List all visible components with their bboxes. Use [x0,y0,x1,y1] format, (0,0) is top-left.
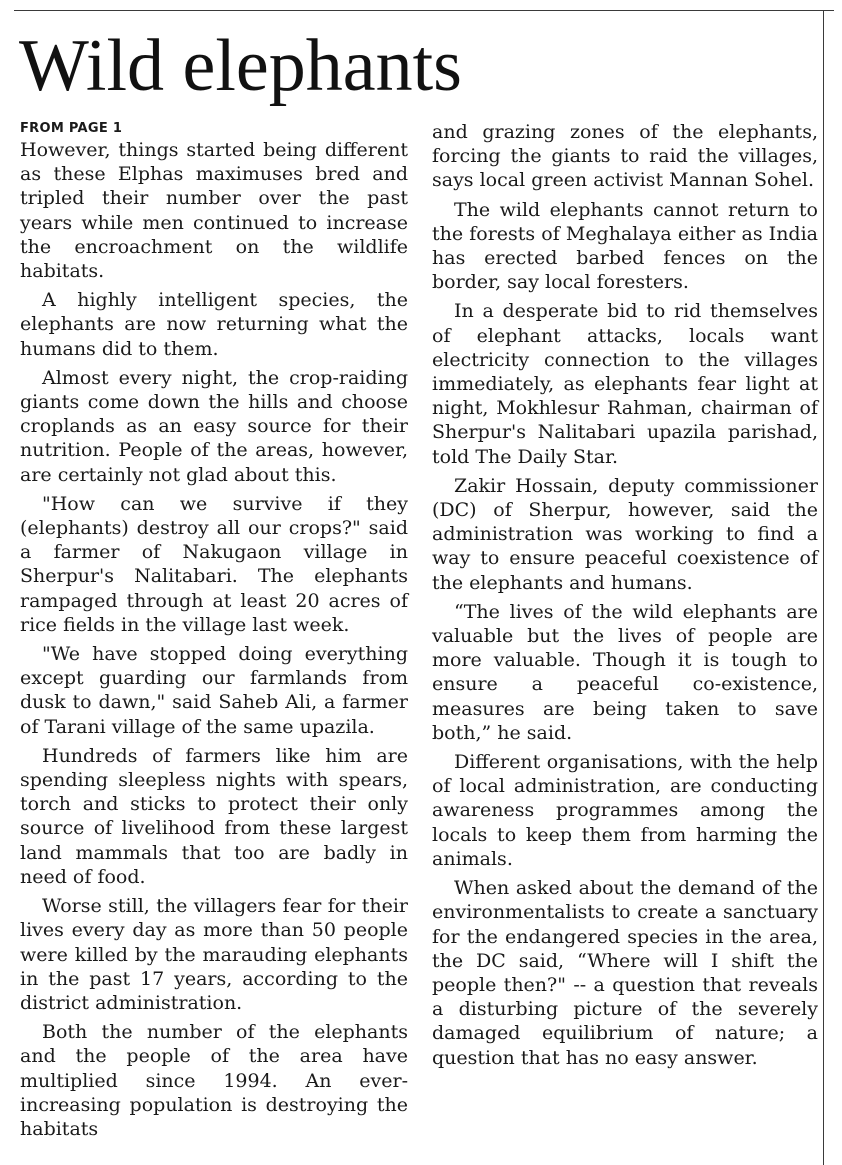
paragraph: Almost every night, the crop-raiding giants come down the hills and choose croplands as an easy source for their nutrition. People of the areas, however, are certainly not glad about this. [20,366,408,486]
paragraph: and grazing zones of the elephants, forcing the giants to raid the villages, says local green activist Mannan Sohel. [432,121,818,192]
paragraph: The wild elephants cannot return to the forests of Meghalaya either as India has erected barbed fences on the border, say local foresters. [432,198,818,294]
article-column-right [432,120,818,1075]
paragraph: When asked about the demand of the environmentalists to create a sanctuary for the endangered species in the area, the DC said, “Where will I shift the people then?" -- a question that reveals a disturbing picture of the severely damaged equilibrium of nature; a question that has no easy answer. [432,877,818,1069]
paragraph: "How can we survive if they (elephants) destroy all our crops?" said a farmer of Nakugaon village in Sherpur's Nalitabari. The elephants rampaged through at least 20 acres of rice fields in the village last week. [20,492,408,636]
jump-label: FROM PAGE 1 [20,121,123,136]
paragraph: However, things started being different as these Elphas maximuses bred and tripled their number over the past years while men continued to increase the encroachment on the wildlife habitats. [20,139,408,283]
top-rule [14,10,834,11]
paragraph: Different organisations, with the help of local administration, are conducting awareness programmes among the locals to keep them from harming the animals. [432,751,818,870]
article-column-left [20,120,408,1146]
paragraph: In a desperate bid to rid themselves of elephant attacks, locals want electricity connection to the villages immediately, as elephants fear light at night, Mokhlesur Rahman, chairman of Sherpur's Nalitabari upazila parishad, told The Daily Star. [432,300,818,468]
paragraph: “The lives of the wild elephants are valuable but the lives of people are more valuable. Though it is tough to ensure a peaceful co-existence, measures are being taken to save both,” he said. [432,600,818,744]
paragraph: Zakir Hossain, deputy commissioner (DC) of Sherpur, however, said the administration was working to find a way to ensure peaceful coexistence of the elephants and humans. [432,474,818,594]
column-rule [823,10,824,1165]
paragraph: Both the number of the elephants and the people of the area have multiplied since 1994. An ever-increasing population is destroying the habitats [20,1021,408,1140]
headline: Wild elephants [19,25,462,107]
paragraph: Hundreds of farmers like him are spending sleepless nights with spears, torch and sticks to protect their only source of livelihood from these largest land mammals that too are badly in need of food. [20,744,408,888]
paragraph: Worse still, the villagers fear for their lives every day as more than 50 people were killed by the marauding elephants in the past 17 years, according to the district administration. [20,895,408,1014]
paragraph: A highly intelligent species, the elephants are now returning what the humans did to them. [20,289,408,360]
paragraph: "We have stopped doing everything except guarding our farmlands from dusk to dawn," said Saheb Ali, a farmer of Tarani village of the same upazila. [20,643,408,738]
